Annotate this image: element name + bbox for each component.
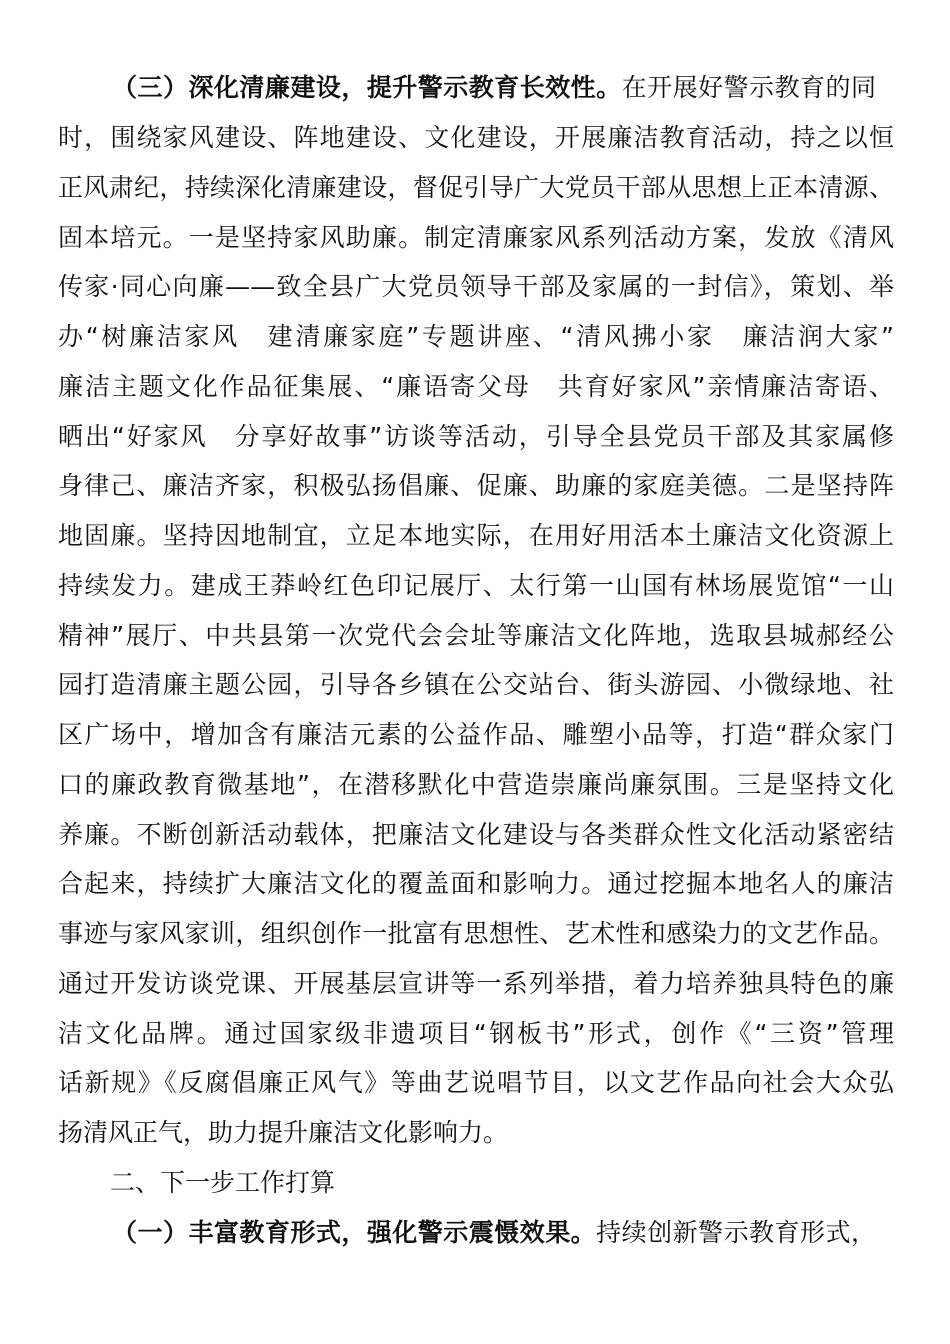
paragraph-1-line-17: 合起来，持续扩大廉洁文化的覆盖面和影响力。通过挖掘本地名人的廉洁 <box>58 869 894 898</box>
paragraph-1-line-11: 持续发力。建成王莽岭红色印记展厅、太行第一山国有林场展览馆“一山 <box>58 571 894 600</box>
section-title: 二、下一步工作打算 <box>110 1168 336 1197</box>
paragraph-1-line-4: 固本培元。一是坚持家风助廉。制定清廉家风系列活动方案，发放《清风 <box>58 223 894 252</box>
paragraph-2-line-1-text: 持续创新警示教育形式， <box>596 1218 876 1247</box>
paragraph-1-line-6: 办“树廉洁家风 建清廉家庭”专题讲座、“清风拂小家 廉洁润大家” <box>58 322 894 351</box>
paragraph-1-line-1-text: 在开展好警示教育的同 <box>621 73 876 102</box>
paragraph-1-line-3: 正风肃纪，持续深化清廉建设，督促引导广大党员干部从思想上正本清源、 <box>58 173 894 202</box>
paragraph-1-line-7: 廉洁主题文化作品征集展、“廉语寄父母 共育好家风”亲情廉洁寄语、 <box>58 372 894 401</box>
paragraph-1-line-2: 时，围绕家风建设、阵地建设、文化建设，开展廉洁教育活动，持之以恒 <box>58 123 894 152</box>
paragraph-1-line-14: 区广场中，增加含有廉洁元素的公益作品、雕塑小品等，打造“群众家门 <box>58 720 894 749</box>
paragraph-1-line-13: 园打造清廉主题公园，引导各乡镇在公交站台、街头游园、小微绿地、社 <box>58 670 894 699</box>
paragraph-1-line-10: 地固廉。坚持因地制宜，立足本地实际，在用好用活本土廉洁文化资源上 <box>58 521 894 550</box>
paragraph-1-line-9: 身律己、廉洁齐家，积极弘扬倡廉、促廉、助廉的家庭美德。二是坚持阵 <box>58 471 894 500</box>
paragraph-1-line-5: 传家·同心向廉——致全县广大党员领导干部及家属的一封信》，策划、举 <box>58 272 894 301</box>
paragraph-1-line-20: 洁文化品牌。通过国家级非遗项目“钢板书”形式，创作《“三资”管理 <box>58 1019 894 1048</box>
paragraph-1-line-12: 精神”展厅、中共县第一次党代会会址等廉洁文化阵地，选取县城郝经公 <box>58 621 894 650</box>
paragraph-1-line-18: 事迹与家风家训，组织创作一批富有思想性、艺术性和感染力的文艺作品。 <box>58 919 894 948</box>
paragraph-1-line-16: 养廉。不断创新活动载体，把廉洁文化建设与各类群众性文化活动紧密结 <box>58 820 894 849</box>
paragraph-2-line-1 <box>112 1213 876 1253</box>
paragraph-2-heading: （一）丰富教育形式，强化警示震慑效果。 <box>112 1218 597 1247</box>
paragraph-1-line-21: 话新规》《反腐倡廉正风气》等曲艺说唱节目，以文艺作品向社会大众弘 <box>58 1068 894 1097</box>
paragraph-1-line-19: 通过开发访谈党课、开展基层宣讲等一系列举措，着力培养独具特色的廉 <box>58 969 894 998</box>
paragraph-1-line-1 <box>112 68 876 108</box>
paragraph-1-line-15: 口的廉政教育微基地”，在潜移默化中营造崇廉尚廉氛围。三是坚持文化 <box>58 770 894 799</box>
paragraph-1-line-22: 扬清风正气，助力提升廉洁文化影响力。 <box>58 1118 509 1147</box>
paragraph-1-heading: （三）深化清廉建设，提升警示教育长效性。 <box>112 73 622 102</box>
paragraph-1-line-8: 晒出“好家风 分享好故事”访谈等活动，引导全县党员干部及其家属修 <box>58 422 894 451</box>
